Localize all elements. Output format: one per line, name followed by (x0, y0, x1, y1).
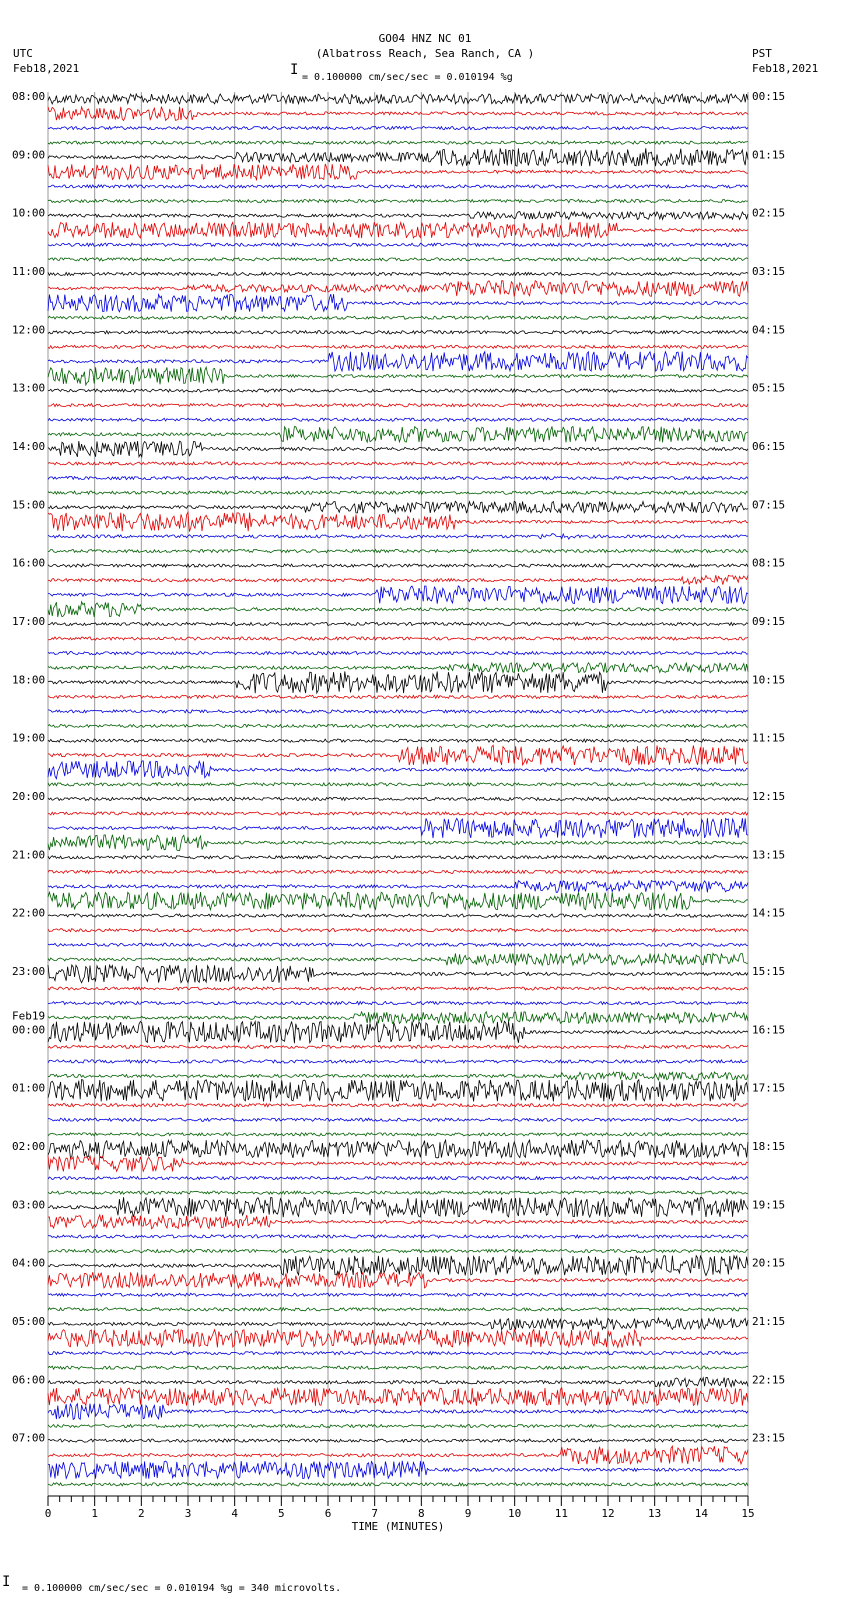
trace-85 (48, 1330, 748, 1348)
pst-hour-label: 10:15 (752, 673, 786, 687)
trace-89 (48, 1388, 748, 1406)
trace-94 (48, 1461, 748, 1479)
pst-hour-label: 02:15 (752, 206, 786, 220)
trace-42 (48, 710, 748, 713)
x-tick-label: 6 (324, 1507, 332, 1520)
utc-hour-label: 20:00 (12, 790, 46, 803)
utc-hour-label: 23:00 (12, 965, 46, 978)
scale-bar-icon: I (290, 62, 299, 78)
x-tick-label: 13 (648, 1507, 662, 1520)
trace-83 (48, 1308, 748, 1311)
trace-63 (48, 1012, 748, 1024)
trace-87 (48, 1366, 748, 1369)
trace-91 (48, 1424, 748, 1427)
pst-hour-label: 00:15 (752, 90, 786, 103)
trace-7 (48, 199, 748, 202)
pst-hour-label: 05:15 (752, 381, 786, 395)
trace-95 (48, 1483, 748, 1486)
x-tick-label: 15 (741, 1507, 755, 1520)
trace-51 (48, 835, 748, 851)
x-tick-label: 10 (508, 1507, 522, 1520)
trace-40 (48, 671, 748, 693)
trace-72 (48, 1140, 748, 1158)
trace-39 (48, 663, 748, 673)
x-tick-label: 1 (91, 1507, 98, 1520)
trace-20 (48, 389, 748, 392)
scale-text: = 0.100000 cm/sec/sec = 0.010194 %g (302, 72, 513, 83)
utc-hour-label: 11:00 (12, 265, 46, 278)
trace-64 (48, 1021, 748, 1043)
utc-hour-label: 00:00 (12, 1023, 46, 1037)
date-change-label: Feb19 (12, 1009, 46, 1023)
pst-hour-label: 09:15 (752, 615, 786, 628)
x-tick-label: 4 (231, 1507, 238, 1520)
utc-hour-label: 17:00 (12, 615, 46, 628)
pst-hour-label: 15:15 (752, 965, 786, 978)
pst-hour-label: 08:15 (752, 556, 786, 570)
trace-9 (48, 222, 748, 238)
trace-61 (48, 987, 748, 990)
trace-78 (48, 1235, 748, 1238)
trace-73 (48, 1156, 748, 1172)
trace-16 (48, 331, 748, 334)
trace-18 (48, 352, 748, 372)
pst-hour-label: 07:15 (752, 498, 786, 512)
trace-88 (48, 1377, 748, 1387)
utc-hour-label: 02:00 (12, 1140, 46, 1153)
pst-hour-label: 21:15 (752, 1315, 786, 1328)
x-tick-label: 12 (601, 1507, 615, 1520)
utc-hour-label: 15:00 (12, 498, 46, 512)
pst-hour-label: 23:15 (752, 1431, 786, 1445)
trace-52 (48, 856, 748, 859)
utc-hour-label: 01:00 (12, 1081, 46, 1095)
trace-57 (48, 929, 748, 932)
trace-70 (48, 1118, 748, 1121)
trace-69 (48, 1104, 748, 1107)
trace-34 (48, 586, 748, 604)
trace-30 (48, 534, 748, 539)
left-timezone: UTC (13, 47, 33, 60)
trace-27 (48, 491, 748, 494)
trace-2 (48, 127, 748, 130)
trace-21 (48, 404, 748, 407)
x-tick-label: 7 (371, 1507, 378, 1520)
pst-hour-label: 11:15 (752, 731, 786, 745)
pst-hour-label: 01:15 (752, 148, 786, 162)
footer-scale-bar-icon: I (2, 1574, 11, 1590)
trace-44 (48, 739, 748, 742)
seismic-traces (48, 94, 748, 1486)
trace-41 (48, 695, 748, 698)
trace-54 (48, 880, 748, 892)
trace-65 (48, 1045, 748, 1048)
trace-84 (48, 1318, 748, 1330)
trace-79 (48, 1249, 748, 1252)
utc-hour-label: 18:00 (12, 673, 46, 687)
trace-81 (48, 1272, 748, 1288)
utc-hour-label: 06:00 (12, 1373, 46, 1387)
trace-43 (48, 724, 748, 727)
trace-36 (48, 622, 748, 625)
trace-31 (48, 549, 748, 552)
trace-5 (48, 164, 748, 180)
trace-23 (48, 426, 748, 442)
pst-hour-label: 20:15 (752, 1256, 786, 1270)
pst-hour-label: 16:15 (752, 1023, 786, 1037)
utc-hour-label: 07:00 (12, 1431, 46, 1445)
x-tick-label: 9 (464, 1507, 472, 1520)
trace-90 (48, 1404, 748, 1420)
pst-hour-label: 17:15 (752, 1081, 786, 1095)
trace-47 (48, 783, 748, 786)
trace-4 (48, 148, 748, 166)
trace-6 (48, 185, 748, 188)
utc-hour-label: 05:00 (12, 1315, 46, 1328)
trace-86 (48, 1352, 748, 1355)
trace-25 (48, 462, 748, 465)
trace-1 (48, 107, 748, 121)
trace-67 (48, 1072, 748, 1080)
trace-35 (48, 602, 748, 617)
station-location: (Albatross Reach, Sea Ranch, CA ) (315, 47, 535, 60)
x-tick-label: 2 (138, 1507, 145, 1520)
trace-33 (48, 575, 748, 584)
trace-93 (48, 1446, 748, 1464)
pst-hour-label: 12:15 (752, 790, 786, 803)
pst-hour-label: 13:15 (752, 848, 786, 862)
x-tick-label: 11 (554, 1507, 568, 1520)
x-tick-label: 8 (418, 1507, 425, 1520)
right-timezone: PST (752, 47, 772, 60)
trace-92 (48, 1439, 748, 1442)
trace-71 (48, 1133, 748, 1136)
x-tick-label: 5 (278, 1507, 285, 1520)
utc-hour-label: 03:00 (12, 1198, 46, 1212)
trace-77 (48, 1215, 748, 1229)
utc-hour-label: 12:00 (12, 323, 46, 337)
trace-46 (48, 761, 748, 779)
pst-hour-label: 04:15 (752, 323, 786, 337)
trace-49 (48, 812, 748, 815)
pst-hour-label: 03:15 (752, 265, 786, 278)
trace-66 (48, 1060, 748, 1063)
trace-75 (48, 1191, 748, 1194)
utc-hour-label: 14:00 (12, 440, 46, 453)
pst-hour-label: 18:15 (752, 1140, 786, 1153)
trace-38 (48, 652, 748, 655)
utc-hour-label: 16:00 (12, 556, 46, 570)
utc-hour-label: 13:00 (12, 381, 46, 395)
utc-hour-label: 04:00 (12, 1256, 46, 1270)
trace-32 (48, 564, 748, 567)
trace-55 (48, 892, 748, 910)
footer-scale-text: = 0.100000 cm/sec/sec = 0.010194 %g = 340 microvolts. (22, 1583, 342, 1594)
x-tick-label: 0 (44, 1507, 52, 1520)
time-axis (45, 1496, 755, 1533)
left-date: Feb18,2021 (13, 62, 80, 75)
right-date: Feb18,2021 (752, 62, 819, 75)
trace-53 (48, 870, 748, 873)
trace-80 (48, 1256, 748, 1276)
trace-62 (48, 1002, 748, 1005)
trace-14 (48, 294, 748, 312)
trace-10 (48, 243, 748, 246)
trace-26 (48, 477, 748, 480)
chart-title: GO04 HNZ NC 01 (378, 32, 472, 45)
trace-59 (48, 953, 748, 965)
trace-0 (48, 94, 748, 104)
trace-60 (48, 965, 748, 983)
utc-hour-label: 22:00 (12, 906, 46, 920)
trace-15 (48, 316, 748, 319)
trace-22 (48, 418, 748, 421)
pst-hour-label: 19:15 (752, 1198, 786, 1212)
trace-58 (48, 943, 748, 946)
trace-12 (48, 272, 748, 275)
trace-74 (48, 1177, 748, 1180)
utc-hour-label: 08:00 (12, 90, 46, 103)
trace-50 (48, 818, 748, 838)
x-tick-label: 3 (184, 1507, 192, 1520)
trace-3 (48, 141, 748, 144)
trace-17 (48, 345, 748, 348)
pst-hour-label: 14:15 (752, 906, 786, 920)
trace-11 (48, 258, 748, 261)
trace-24 (48, 441, 748, 457)
trace-56 (48, 914, 748, 917)
trace-19 (48, 367, 748, 385)
trace-37 (48, 637, 748, 640)
pst-hour-label: 22:15 (752, 1373, 786, 1387)
utc-hour-label: 10:00 (12, 206, 46, 220)
trace-68 (48, 1080, 748, 1102)
trace-29 (48, 512, 748, 531)
utc-hour-label: 21:00 (12, 848, 46, 862)
trace-82 (48, 1293, 748, 1296)
utc-hour-label: 19:00 (12, 731, 46, 745)
x-tick-label: 14 (694, 1507, 708, 1520)
x-axis-label: TIME (MINUTES) (351, 1520, 445, 1533)
trace-76 (48, 1197, 748, 1217)
trace-8 (48, 212, 748, 220)
utc-hour-label: 09:00 (12, 148, 46, 162)
trace-13 (48, 281, 748, 297)
pst-hour-label: 06:15 (752, 440, 786, 453)
trace-28 (48, 501, 748, 513)
trace-48 (48, 797, 748, 800)
trace-45 (48, 745, 748, 765)
